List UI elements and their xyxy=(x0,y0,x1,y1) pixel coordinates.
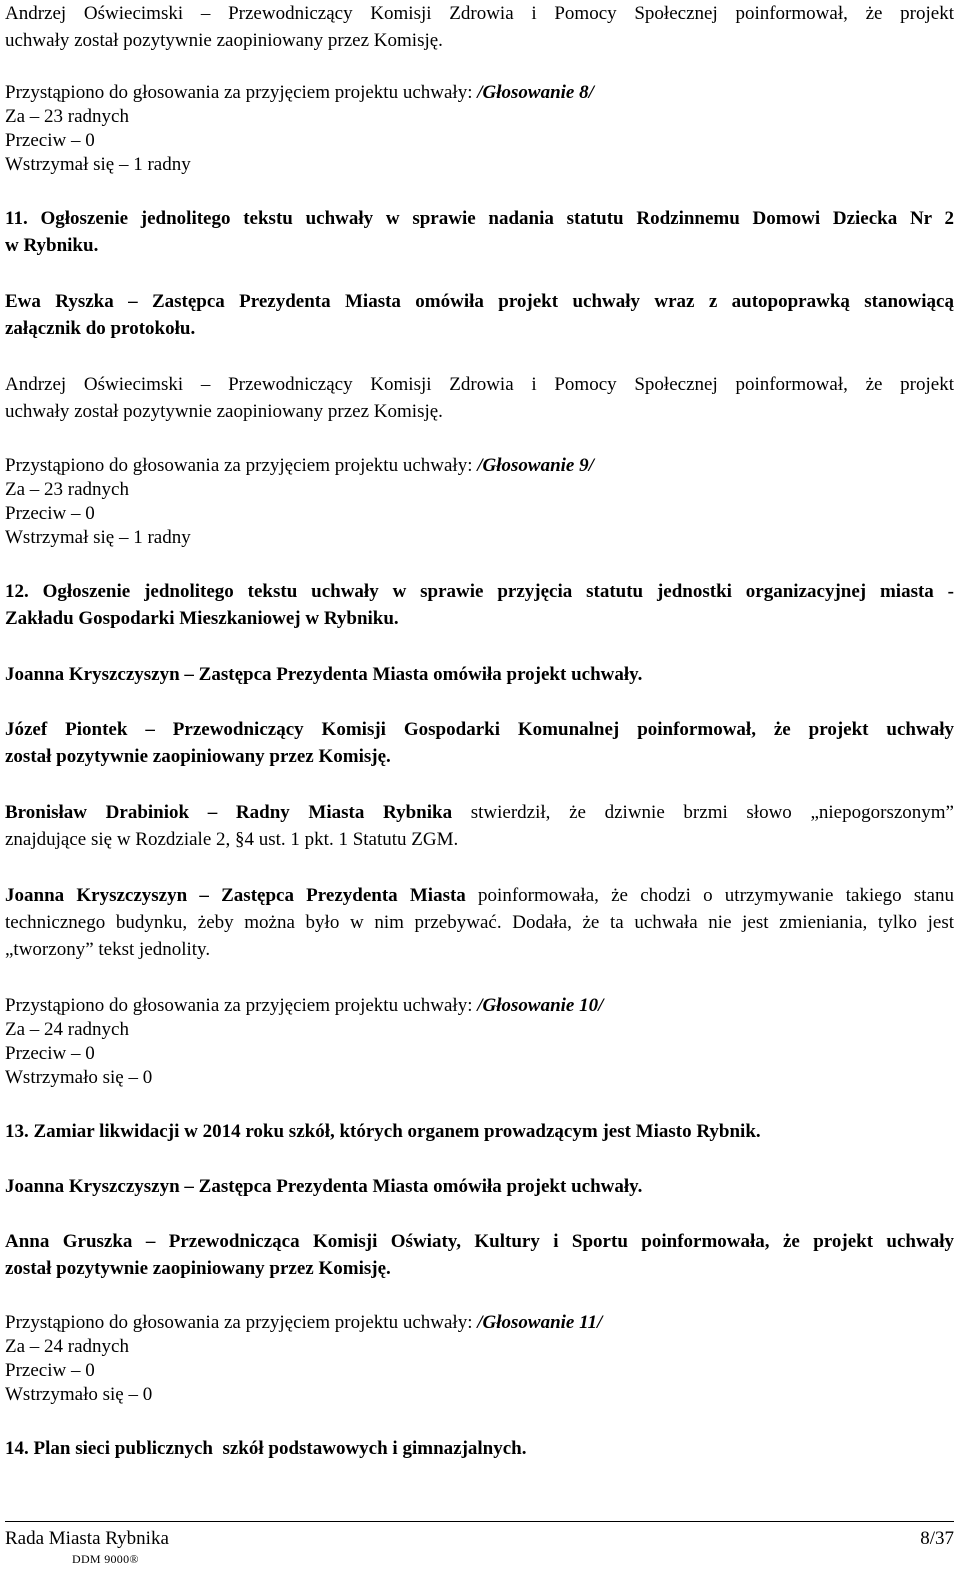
vote-tag: /Głosowanie 10/ xyxy=(477,995,604,1016)
vote-abstain: Wstrzymało się – 0 xyxy=(5,1067,153,1088)
text-line: znajdujące się w Rozdziale 2, §4 ust. 1 pkt. 1 Statutu ZGM. xyxy=(5,829,459,850)
footer-divider xyxy=(5,1521,954,1522)
paragraph-committee-opinion xyxy=(5,371,954,425)
vote-tag: /Głosowanie 9/ xyxy=(477,455,594,476)
text-line: został pozytywnie zaopiniowany przez Komisję. xyxy=(5,1258,391,1279)
vote-block-11 xyxy=(5,1311,954,1407)
paragraph-deputy-mayor xyxy=(5,661,954,688)
text-line xyxy=(5,799,954,826)
remark-text: stwierdził, że dziwnie brzmi słowo „niepogorszonym” xyxy=(452,802,954,823)
footer-system-mark: DDM 9000® xyxy=(72,1552,139,1566)
text-line: Joanna Kryszczyszyn – Zastępca Prezydenta Miasta omówiła projekt uchwały. xyxy=(5,664,643,685)
text-line xyxy=(5,882,954,909)
vote-tag: /Głosowanie 8/ xyxy=(477,82,594,103)
vote-intro-text: Przystąpiono do głosowania za przyjęciem projektu uchwały: xyxy=(5,82,478,103)
speaker-name: Joanna Kryszczyszyn – Zastępca Prezydenta Miasta xyxy=(5,885,466,906)
vote-intro-text: Przystąpiono do głosowania za przyjęciem projektu uchwały: xyxy=(5,995,478,1016)
text-line: 12. Ogłoszenie jednolitego tekstu uchwały w sprawie przyjęcia statutu jednostki organizacyjnej miasta - xyxy=(5,581,954,602)
paragraph-deputy-mayor-reply xyxy=(5,882,954,963)
paragraph-committee-opinion xyxy=(5,0,954,54)
vote-against: Przeciw – 0 xyxy=(5,1360,95,1381)
vote-for: Za – 24 radnych xyxy=(5,1336,129,1357)
vote-for: Za – 24 radnych xyxy=(5,1019,129,1040)
vote-tag: /Głosowanie 11/ xyxy=(477,1312,603,1333)
speaker-name: Bronisław Drabiniok – Radny Miasta Rybnika xyxy=(5,802,453,823)
agenda-item-11 xyxy=(5,205,954,259)
text-line: Ewa Ryszka – Zastępca Prezydenta Miasta omówiła projekt uchwały wraz z autopoprawką stanowiącą xyxy=(5,291,954,312)
text-line: Józef Piontek – Przewodniczący Komisji Gospodarki Komunalnej poinformował, że projekt uchwały xyxy=(5,719,954,740)
vote-against: Przeciw – 0 xyxy=(5,1043,95,1064)
text-line: 13. Zamiar likwidacji w 2014 roku szkół, których organem prowadzącym jest Miasto Rybnik. xyxy=(5,1121,761,1142)
agenda-item-12 xyxy=(5,578,954,632)
text-line: Andrzej Oświecimski – Przewodniczący Komisji Zdrowia i Pomocy Społecznej poinformował, że projekt xyxy=(5,3,954,24)
vote-intro-text: Przystąpiono do głosowania za przyjęciem projektu uchwały: xyxy=(5,455,478,476)
paragraph-committee-opinion xyxy=(5,1228,954,1282)
agenda-item-13 xyxy=(5,1118,954,1145)
vote-intro xyxy=(5,454,954,478)
footer-council-name: Rada Miasta Rybnika xyxy=(5,1528,169,1549)
vote-block-10 xyxy=(5,994,954,1090)
vote-abstain: Wstrzymał się – 1 radny xyxy=(5,527,191,548)
vote-intro-text: Przystąpiono do głosowania za przyjęciem projektu uchwały: xyxy=(5,1312,478,1333)
text-line: uchwały został pozytywnie zaopiniowany przez Komisję. xyxy=(5,30,443,51)
vote-for: Za – 23 radnych xyxy=(5,479,129,500)
agenda-item-14 xyxy=(5,1435,954,1462)
text-line: 14. Plan sieci publicznych szkół podstawowych i gimnazjalnych. xyxy=(5,1438,527,1459)
reply-text: poinformowała, że chodzi o utrzymywanie takiego stanu xyxy=(465,885,954,906)
paragraph-deputy-mayor xyxy=(5,1173,954,1200)
vote-for: Za – 23 radnych xyxy=(5,106,129,127)
vote-intro xyxy=(5,81,954,105)
paragraph-councillor-remark xyxy=(5,799,954,853)
text-line: Anna Gruszka – Przewodnicząca Komisji Oświaty, Kultury i Sportu poinformowała, że projekt uchwały xyxy=(5,1231,954,1252)
vote-intro xyxy=(5,1311,954,1335)
text-line: technicznego budynku, żeby można było w nim przebywać. Dodała, że ta uchwała nie jest zmieniania, tylko jest xyxy=(5,912,954,933)
vote-intro xyxy=(5,994,954,1018)
text-line: 11. Ogłoszenie jednolitego tekstu uchwały w sprawie nadania statutu Rodzinnemu Domowi Dziecka Nr 2 xyxy=(5,208,954,229)
footer-page-number: 8/37 xyxy=(920,1528,954,1549)
vote-block-9 xyxy=(5,454,954,550)
vote-abstain: Wstrzymał się – 1 radny xyxy=(5,154,191,175)
vote-block-8 xyxy=(5,81,954,177)
text-line: Zakładu Gospodarki Mieszkaniowej w Rybniku. xyxy=(5,608,399,629)
paragraph-deputy-mayor xyxy=(5,288,954,342)
text-line: uchwały został pozytywnie zaopiniowany przez Komisję. xyxy=(5,401,443,422)
text-line: załącznik do protokołu. xyxy=(5,318,196,339)
text-line: „tworzony” tekst jednolity. xyxy=(5,939,211,960)
vote-abstain: Wstrzymało się – 0 xyxy=(5,1384,153,1405)
vote-against: Przeciw – 0 xyxy=(5,130,95,151)
text-line: w Rybniku. xyxy=(5,235,99,256)
vote-against: Przeciw – 0 xyxy=(5,503,95,524)
text-line: został pozytywnie zaopiniowany przez Komisję. xyxy=(5,746,391,767)
paragraph-committee-opinion xyxy=(5,716,954,770)
text-line: Andrzej Oświecimski – Przewodniczący Komisji Zdrowia i Pomocy Społecznej poinformował, że projekt xyxy=(5,374,954,395)
text-line: Joanna Kryszczyszyn – Zastępca Prezydenta Miasta omówiła projekt uchwały. xyxy=(5,1176,643,1197)
